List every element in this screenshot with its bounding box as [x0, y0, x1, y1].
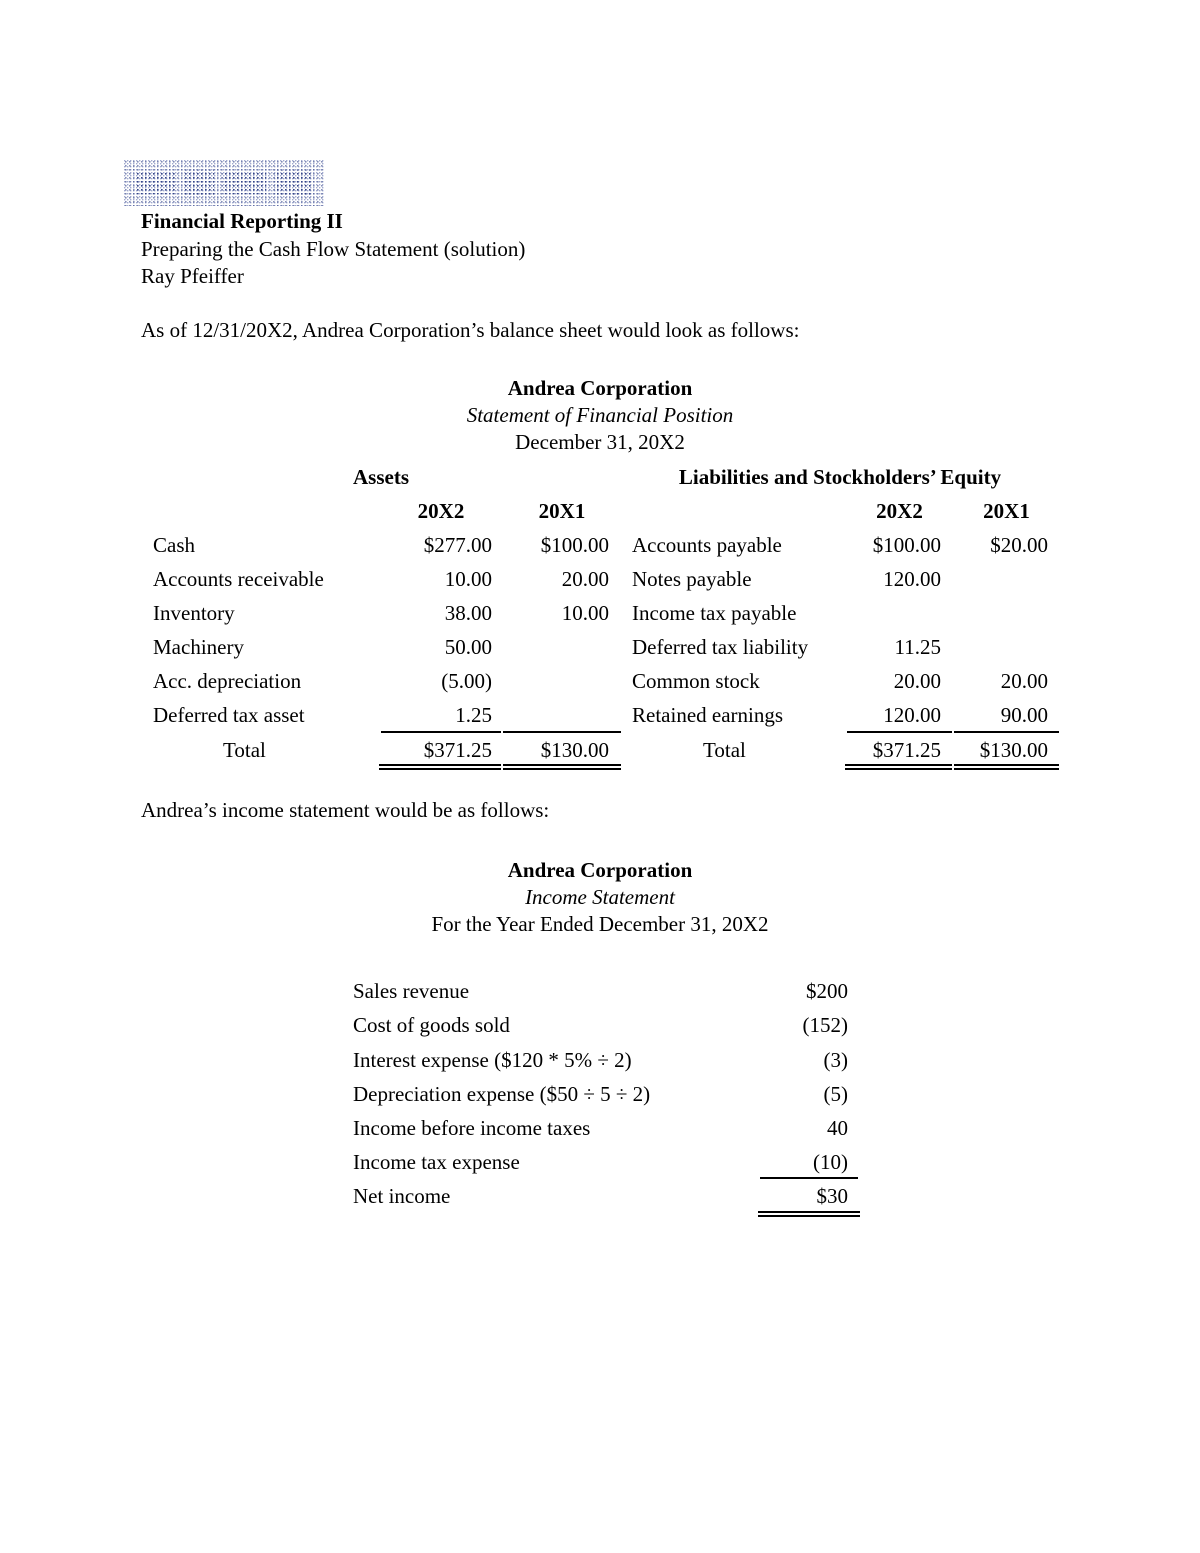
is-label: Income tax expense [353, 1150, 520, 1174]
is-total-double-rule [758, 1211, 860, 1217]
is-value: $200 [806, 979, 848, 1003]
asset-label: Deferred tax asset [153, 703, 305, 727]
asset-value-20x1: 20.00 [561, 567, 609, 591]
liab-20x1-subtotal-rule [954, 731, 1059, 733]
liability-value-20x2: 120.00 [883, 567, 941, 591]
assets-20x1-subtotal-rule [503, 731, 621, 733]
author: Ray Pfeiffer [141, 264, 244, 288]
asset-value-20x2: 38.00 [444, 601, 492, 625]
is-period: For the Year Ended December 31, 20X2 [431, 912, 769, 936]
liab-total-20x1: $130.00 [979, 738, 1048, 762]
assets-20x1-total-double-rule [503, 764, 621, 770]
course-title: Financial Reporting II [141, 209, 343, 233]
liability-value-20x1: 90.00 [1000, 703, 1048, 727]
liability-label: Deferred tax liability [632, 635, 809, 659]
liability-label: Retained earnings [632, 703, 784, 727]
asset-value-20x2: 50.00 [444, 635, 492, 659]
is-company: Andrea Corporation [507, 858, 693, 882]
liab-total-label: Total [703, 738, 746, 762]
is-value: 40 [827, 1116, 848, 1140]
liab-total-20x2: $371.25 [872, 738, 941, 762]
asset-label: Cash [153, 533, 195, 557]
is-subtotal-rule [760, 1177, 858, 1179]
is-value: (5) [823, 1082, 848, 1106]
asset-value-20x2: (5.00) [441, 669, 492, 693]
dotted-seal-logo-icon [124, 160, 324, 206]
is-label: Income before income taxes [353, 1116, 591, 1140]
liability-value-20x1: $20.00 [990, 533, 1048, 557]
asset-label: Machinery [153, 635, 244, 659]
is-label: Interest expense ($120 * 5% ÷ 2) [353, 1048, 632, 1072]
assets-col-20x2: 20X2 [417, 499, 465, 523]
intro-balance-sheet: As of 12/31/20X2, Andrea Corporation’s balance sheet would look as follows: [141, 318, 800, 342]
is-value: (152) [802, 1013, 848, 1037]
is-label: Depreciation expense ($50 ÷ 5 ÷ 2) [353, 1082, 651, 1106]
liability-value-20x2: 20.00 [893, 669, 941, 693]
bs-date: December 31, 20X2 [515, 430, 685, 454]
liab-col-20x2: 20X2 [876, 499, 923, 523]
assets-total-20x1: $130.00 [540, 738, 609, 762]
liab-col-20x1: 20X1 [983, 499, 1030, 523]
asset-label: Inventory [153, 601, 235, 625]
bs-statement: Statement of Financial Position [466, 403, 734, 427]
liability-label: Common stock [632, 669, 760, 693]
assets-col-20x1: 20X1 [538, 499, 586, 523]
liability-value-20x2: 11.25 [894, 635, 941, 659]
is-label: Net income [353, 1184, 451, 1208]
bs-company: Andrea Corporation [507, 376, 693, 400]
asset-value-20x2: $277.00 [423, 533, 492, 557]
is-label: Sales revenue [353, 979, 470, 1003]
liab-20x1-total-double-rule [954, 764, 1059, 770]
liab-20x2-total-double-rule [845, 764, 952, 770]
liability-value-20x2: 120.00 [883, 703, 941, 727]
asset-label: Accounts receivable [153, 567, 324, 591]
is-value: $30 [816, 1184, 848, 1208]
liability-label: Notes payable [632, 567, 752, 591]
document-title: Preparing the Cash Flow Statement (solution) [141, 237, 526, 261]
assets-heading: Assets [353, 465, 409, 489]
liabilities-heading: Liabilities and Stockholders’ Equity [678, 465, 1002, 489]
intro-income-statement: Andrea’s income statement would be as follows: [141, 798, 550, 822]
is-label: Cost of goods sold [353, 1013, 510, 1037]
liab-20x2-subtotal-rule [847, 731, 952, 733]
liability-value-20x2: $100.00 [872, 533, 941, 557]
asset-label: Acc. depreciation [153, 669, 302, 693]
assets-total-label: Total [223, 738, 266, 762]
asset-value-20x2: 1.25 [455, 703, 492, 727]
assets-total-20x2: $371.25 [423, 738, 492, 762]
liability-value-20x1: 20.00 [1000, 669, 1048, 693]
is-value: (3) [823, 1048, 848, 1072]
asset-value-20x1: 10.00 [561, 601, 609, 625]
assets-20x2-subtotal-rule [381, 731, 501, 733]
asset-value-20x1: $100.00 [540, 533, 609, 557]
asset-value-20x2: 10.00 [444, 567, 492, 591]
is-statement: Income Statement [525, 885, 675, 909]
liability-label: Income tax payable [632, 601, 797, 625]
liability-label: Accounts payable [632, 533, 782, 557]
is-value: (10) [813, 1150, 848, 1174]
assets-20x2-total-double-rule [379, 764, 501, 770]
